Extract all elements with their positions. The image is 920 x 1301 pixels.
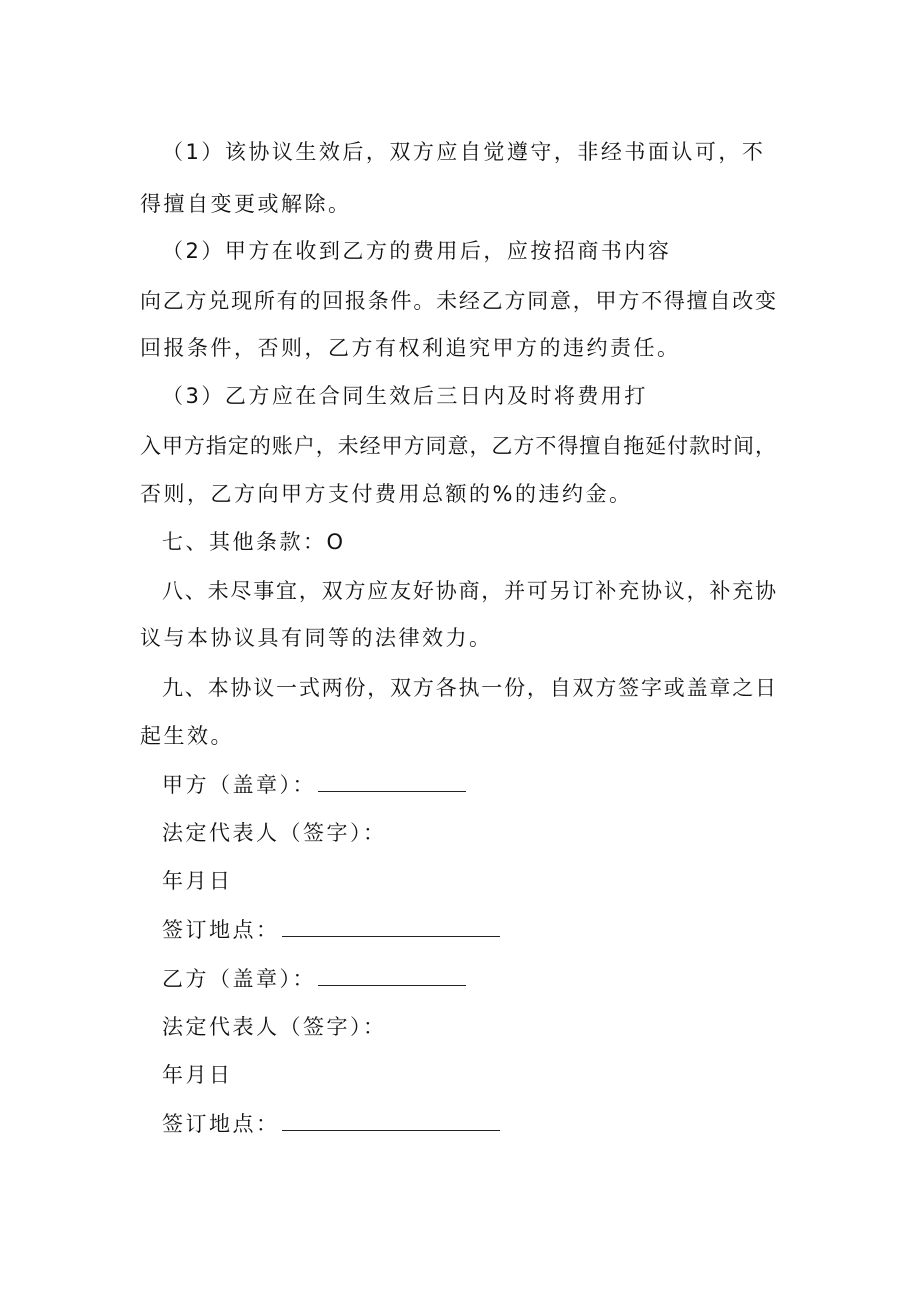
- party-a-seal-blank[interactable]: [318, 771, 466, 792]
- clause-3-line-3: 否则，乙方向甲方支付费用总额的%的违约金。: [140, 482, 633, 506]
- party-a-place-label: 签订地点：: [162, 918, 280, 942]
- clause-2-line-3: 回报条件，否则，乙方有权利追究甲方的违约责任。: [140, 336, 681, 360]
- party-b-representative-label: 法定代表人（签字）：: [162, 1015, 387, 1039]
- clause-2-line-2: 向乙方兑现所有的回报条件。未经乙方同意，甲方不得擅自改变: [140, 289, 776, 313]
- clause-2-line-1: （2）甲方在收到乙方的费用后，应按招商书内容: [162, 239, 672, 263]
- party-a-date-label: 年月日: [162, 869, 233, 893]
- party-b-place-blank[interactable]: [282, 1110, 500, 1131]
- section-9-line-1: 九、本协议一式两份，双方各执一份，自双方签字或盖章之日: [162, 676, 776, 700]
- party-a-place-blank[interactable]: [282, 916, 500, 937]
- party-b-place-row: [162, 1109, 500, 1139]
- party-a-place-row: [162, 915, 500, 945]
- party-a-representative-label: 法定代表人（签字）：: [162, 821, 387, 845]
- party-b-date-label: 年月日: [162, 1063, 233, 1087]
- clause-3-line-2: 入甲方指定的账户，未经甲方同意，乙方不得擅自拖延付款时间，: [140, 434, 776, 458]
- party-a-seal-row: [162, 770, 466, 800]
- party-b-seal-blank[interactable]: [318, 965, 466, 986]
- party-b-place-label: 签订地点：: [162, 1112, 280, 1136]
- party-b-seal-row: [162, 964, 466, 994]
- party-a-seal-label: 甲方（盖章）：: [162, 773, 316, 797]
- section-7: 七、其他条款：O: [162, 530, 346, 554]
- section-8-line-1: 八、未尽事宜，双方应友好协商，并可另订补充协议，补充协: [162, 579, 776, 603]
- section-8-line-2: 议与本协议具有同等的法律效力。: [140, 626, 493, 650]
- party-b-seal-label: 乙方（盖章）：: [162, 967, 316, 991]
- clause-1-line-2: 得擅自变更或解除。: [140, 192, 352, 216]
- clause-3-line-1: （3）乙方应在合同生效后三日内及时将费用打: [162, 384, 648, 408]
- section-9-line-2: 起生效。: [140, 724, 234, 748]
- clause-1-line-1: （1）该协议生效后，双方应自觉遵守，非经书面认可，不: [162, 140, 766, 164]
